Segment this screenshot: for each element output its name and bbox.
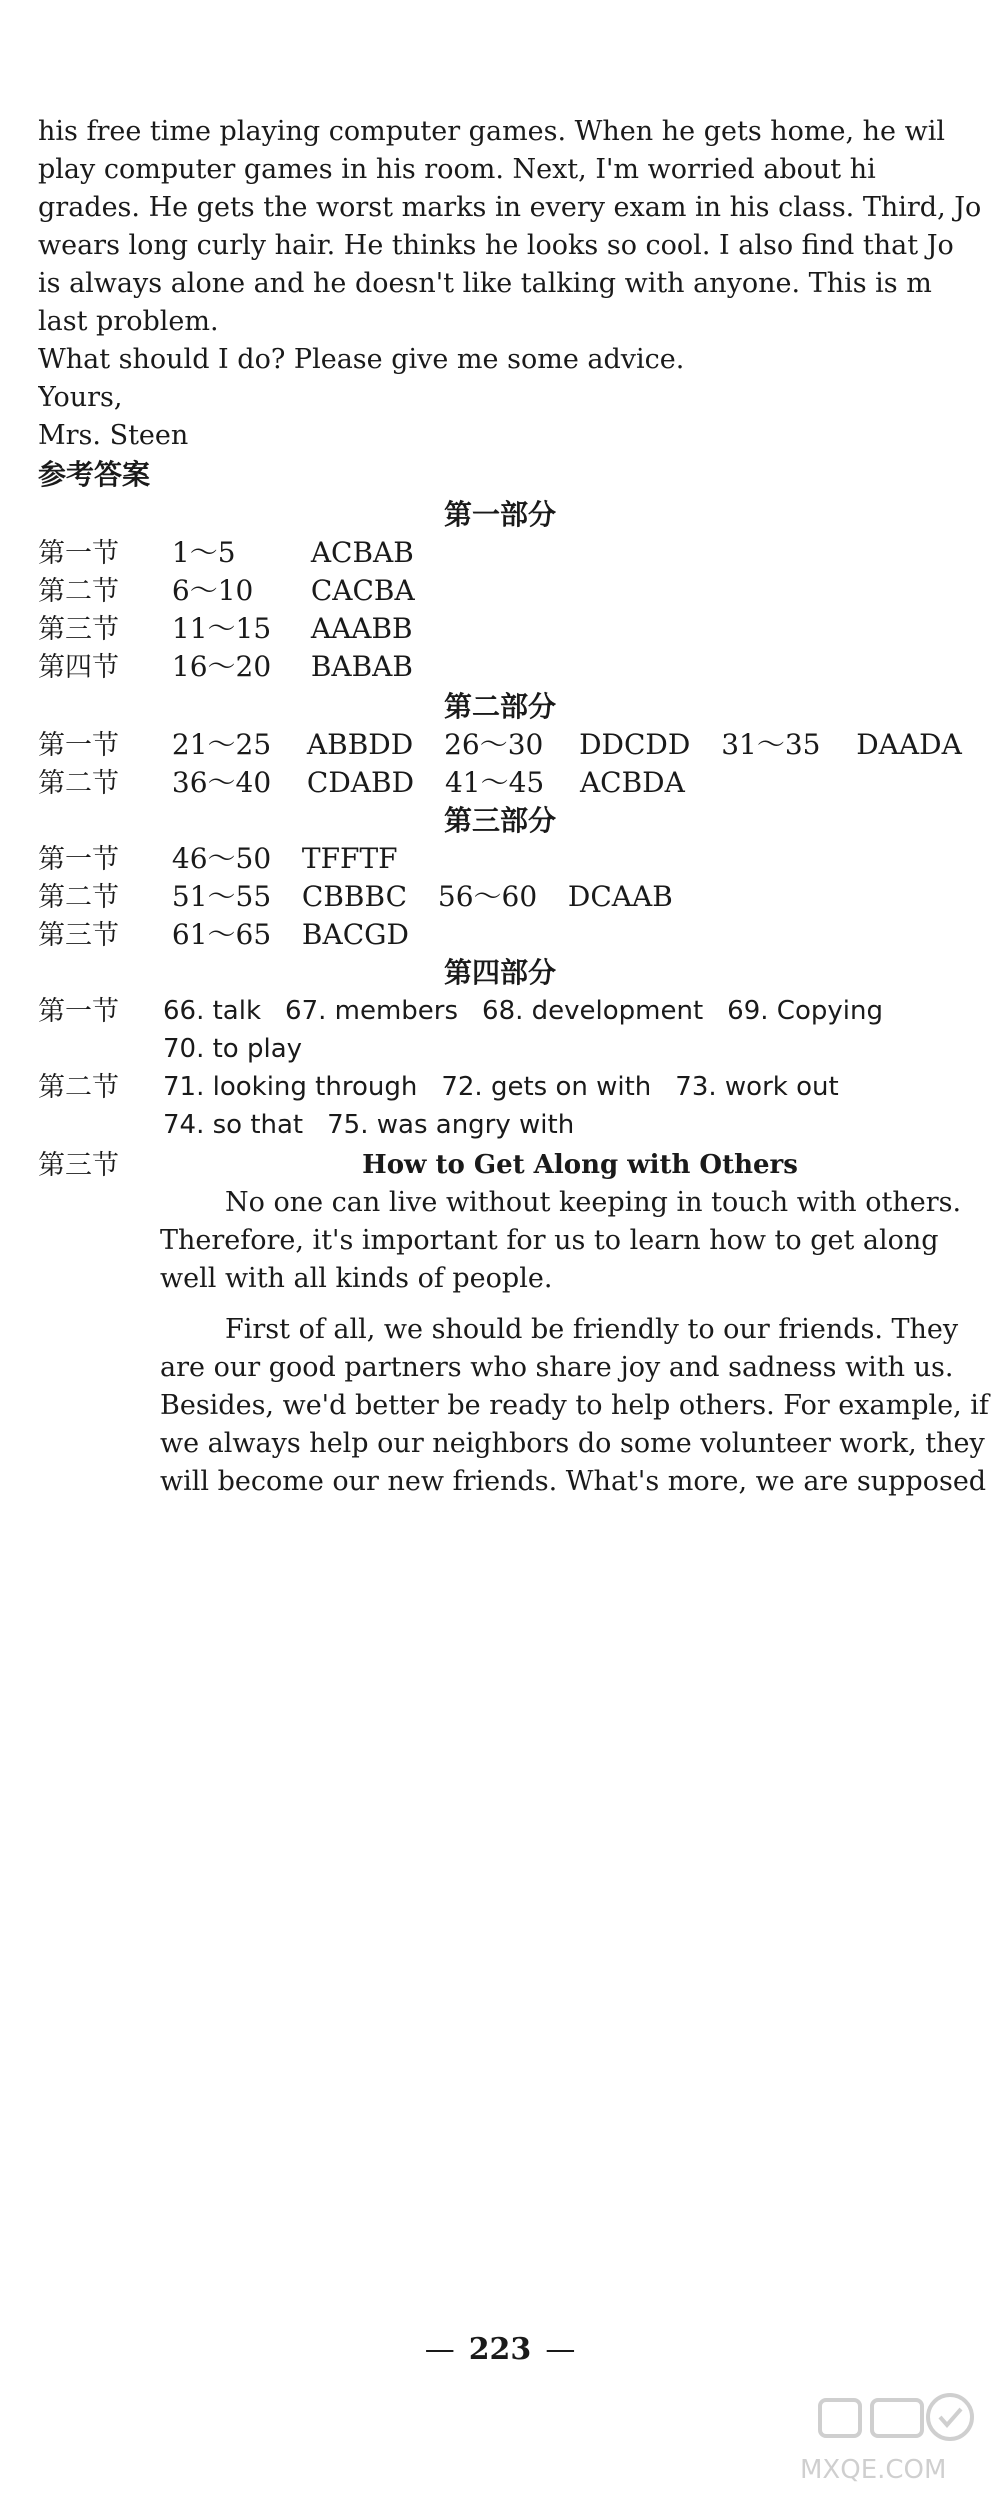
question-range: 21～25 [171, 728, 272, 761]
essay-line: will become our new friends. What's more, we are supposed [160, 1466, 987, 1497]
section-label: 第一节 [38, 538, 119, 569]
question-range: 26～30 [444, 728, 544, 761]
fill-answer: 69. Copying [727, 996, 883, 1026]
answer-row [38, 915, 1000, 956]
essay-line: are our good partners who share joy and sadness with us. [160, 1352, 954, 1383]
fill-answer: 67. members [285, 996, 459, 1026]
section-label: 第二节 [38, 882, 119, 913]
fill-answer: 68. development [482, 996, 704, 1026]
answer-value: CDABD [306, 766, 415, 799]
answer-value: BACGD [301, 918, 409, 951]
essay-line: First of all, we should be friendly to our friends. They [225, 1314, 959, 1345]
answer-row [38, 877, 1000, 918]
section-label: 第一节 [38, 844, 119, 875]
answer-value: DDCDD [579, 728, 691, 761]
fill-answers-line [163, 1067, 863, 1107]
answer-value: CACBA [310, 574, 415, 607]
fill-answer: 74. so that [163, 1110, 304, 1140]
answer-row [38, 609, 1000, 650]
question-range: 51～55 [171, 880, 272, 913]
watermark-logo [800, 2385, 980, 2485]
essay-line: we always help our neighbors do some volunteer work, they [160, 1428, 985, 1459]
answer-row [38, 571, 1000, 612]
answer-row [38, 725, 1000, 766]
letter-line: last problem. [38, 306, 219, 337]
watermark-icon [800, 2385, 980, 2455]
essay-line: No one can live without keeping in touch with others. [225, 1187, 962, 1218]
fill-answer: 73. work out [675, 1072, 839, 1102]
fill-answer: 75. was angry with [327, 1110, 575, 1140]
letter-line: wears long curly hair. He thinks he looks so cool. I also find that Jo [38, 230, 954, 261]
section-label: 第二节 [38, 576, 119, 607]
section-label: 第三节 [38, 614, 119, 645]
section-label: 第四节 [38, 652, 119, 683]
letter-closing: Yours, [38, 382, 123, 413]
answer-row [38, 763, 1000, 804]
section-label: 第一节 [38, 996, 119, 1027]
question-range: 41～45 [444, 766, 545, 799]
question-range: 31～35 [721, 728, 821, 761]
answer-value: DCAAB [567, 880, 673, 913]
answer-row [38, 647, 1000, 688]
letter-line: grades. He gets the worst marks in every exam in his class. Third, Jo [38, 192, 982, 223]
page-number-dash: — [424, 2332, 455, 2367]
part-title: 第四部分 [443, 956, 556, 989]
answer-row [38, 533, 1000, 574]
fill-answers-line [163, 1105, 598, 1145]
question-range: 11～15 [171, 612, 272, 645]
letter-signature: Mrs. Steen [38, 420, 189, 451]
section-label: 第二节 [38, 768, 119, 799]
essay-line: Besides, we'd better be ready to help others. For example, if [160, 1390, 989, 1421]
fill-answer: 66. talk [163, 996, 262, 1026]
question-range: 61～65 [171, 918, 272, 951]
letter-line: What should I do? Please give me some advice. [38, 344, 685, 375]
section-label: 第二节 [38, 1072, 119, 1103]
answer-value: DAADA [856, 728, 962, 761]
page-number [0, 2330, 1000, 2370]
question-range: 1～5 [171, 536, 236, 569]
answer-value: AAABB [310, 612, 413, 645]
answer-value: CBBBC [301, 880, 408, 913]
question-range: 6～10 [171, 574, 254, 607]
question-range: 56～60 [437, 880, 538, 913]
fill-answers-line [163, 991, 907, 1031]
fill-answer: 71. looking through [163, 1072, 418, 1102]
essay-line: well with all kinds of people. [160, 1263, 553, 1294]
answer-value: ABBDD [306, 728, 414, 761]
letter-line: his free time playing computer games. When he gets home, he wil [38, 116, 945, 147]
question-range: 16～20 [171, 650, 272, 683]
section-label: 第一节 [38, 730, 119, 761]
answer-value: BABAB [310, 650, 413, 683]
answers-heading: 参考答案 [38, 458, 151, 491]
fill-answer: 70. to play [163, 1034, 303, 1064]
essay-title: How to Get Along with Others [362, 1150, 798, 1180]
essay-line: Therefore, it's important for us to learn how to get along [160, 1225, 939, 1256]
question-range: 36～40 [171, 766, 272, 799]
fill-answer: 72. gets on with [441, 1072, 652, 1102]
question-range: 46～50 [171, 842, 272, 875]
part-title: 第三部分 [443, 804, 556, 837]
section-label: 第三节 [38, 920, 119, 951]
answer-row [38, 839, 1000, 880]
letter-line: is always alone and he doesn't like talking with anyone. This is m [38, 268, 932, 299]
part-title: 第一部分 [443, 498, 556, 531]
section-label: 第三节 [38, 1150, 119, 1181]
answer-value: ACBAB [310, 536, 414, 569]
fill-answers-line [163, 1029, 326, 1069]
part-title: 第二部分 [443, 690, 556, 723]
page-number-value: 223 [468, 2332, 532, 2367]
watermark-text: MXQE.COM [800, 2455, 947, 2485]
answer-value: TFFTF [301, 842, 398, 875]
letter-line: play computer games in his room. Next, I'm worried about hi [38, 154, 876, 185]
page-number-dash: — [545, 2332, 576, 2367]
answer-value: ACBDA [579, 766, 685, 799]
